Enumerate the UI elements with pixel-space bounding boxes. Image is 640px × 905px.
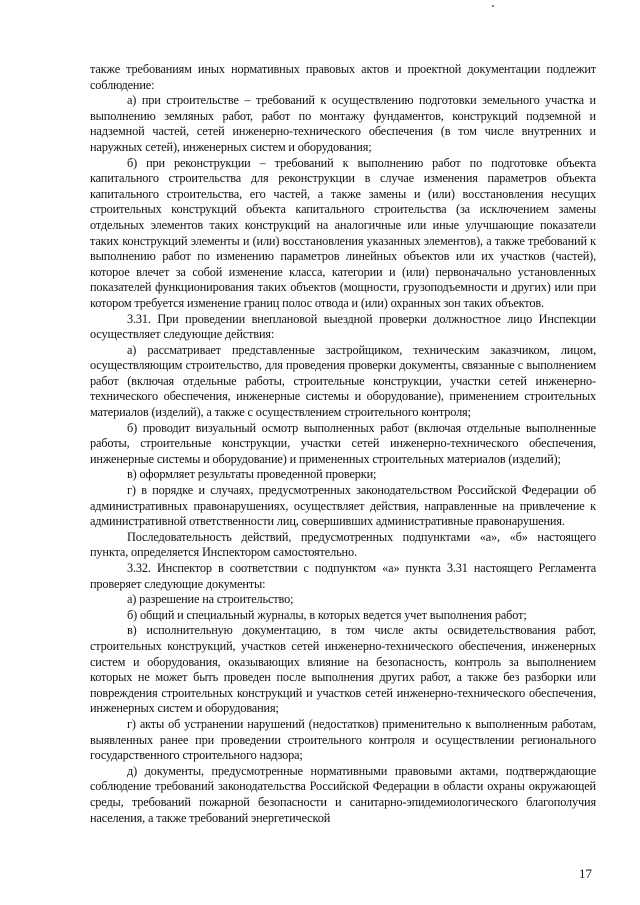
paragraph-3-31: 3.31. При проведении внеплановой выездной проверки должностное лицо Инспекции осуществляет следующие действия: (90, 311, 596, 342)
body-text (90, 62, 596, 826)
paragraph-sequence: Последовательность действий, предусмотренных подпунктами «а», «б» настоящего пункта, определяется Инспектором самостоятельно. (90, 529, 596, 560)
scan-speck (492, 5, 494, 7)
paragraph-3-32: 3.32. Инспектор в соответствии с подпунктом «а» пункта 3.31 настоящего Регламента проверяет следующие документы: (90, 561, 596, 591)
paragraph-3-31-v: в) оформляет результаты проведенной проверки; (127, 467, 377, 482)
paragraph-3-32-d: д) документы, предусмотренные нормативными правовыми актами, подтверждающие соблюдение требований законодательства Российской Федерации в области охраны окружающей среды, требований пожарной безопасности и санитарно-эпидемиологического благополучия населения, а также требований энергетической (90, 763, 596, 825)
paragraph-3-32-b: б) общий и специальный журналы, в которых ведется учет выполнения работ; (127, 607, 527, 622)
paragraph-item-a-construction: а) при строительстве – требований к осуществлению подготовки земельного участка и выполнению земляных работ, работ по монтажу фундаментов, конструкций подземной и надземной частей, сетей инженерно-технического обеспечения (в том числе внутренних и наружных сетей), инженерных систем и оборудования; (90, 93, 596, 154)
paragraph-continuation: также требованиям иных нормативных правовых актов и проектной документации подлежит соблюдение: (90, 62, 596, 92)
paragraph-3-32-v: в) исполнительную документацию, в том числе акты освидетельствования работ, строительных конструкций, участков сетей инженерно-технического обеспечения, инженерных систем и оборудования, оказывающих влияние на безопасность, контроль за выполнением которых не может быть проведен после выполнения других работ, а также без разборки или повреждения строительных конструкций и участков сетей инженерно-технического обеспечения, инженерных систем и оборудования; (90, 623, 596, 716)
paragraph-3-32-g: г) акты об устранении нарушений (недостатков) применительно к выполненным работам, выявленных ранее при проведении строительного контроля и осуществлении регионального государственного строительного надзора; (90, 716, 596, 763)
paragraph-3-31-a: а) рассматривает представленные застройщиком, техническим заказчиком, лицом, осуществляющим строительство, для проведения проверки документы, связанные с выполнением работ (включая отдельные работы, строительные конструкции, участки сетей инженерно-технического обеспечения, инженерные системы и оборудование), применением строительных материалов (изделий), а также с осуществлением строительного контроля; (90, 342, 596, 420)
paragraph-3-32-a: а) разрешение на строительство; (127, 592, 294, 607)
paragraph-item-b-reconstruction: б) при реконструкции – требований к выполнению работ по подготовке объекта капитального строительства для реконструкции в случае изменения параметров объекта капитального строительства, его частей, а также замены и (или) восстановления несущих строительных конструкций объекта капитального строительства (за исключением замены отдельных элементов таких конструкций на аналогичные или иные улучшающие показатели таких конструкций элементы и (или) восстановления указанных элементов), а также требований к выполнению работ по изменению параметров линейных объектов или их участков (частей), которое влечет за собой изменение класса, категории и (или) первоначально установленных показателей функционирования таких объектов (мощности, грузоподъемности и других) или при котором требуется изменение границ полос отвода и (или) охранных зон таких объектов. (90, 155, 596, 310)
page-number: 17 (579, 866, 592, 881)
paragraph-3-31-b: б) проводит визуальный осмотр выполненных работ (включая отдельные выполненные работы, строительные конструкции, участки сетей инженерно-технического обеспечения, инженерные системы и оборудование) и примененных строительных материалов (изделий); (90, 420, 596, 466)
paragraph-3-31-g: г) в порядке и случаях, предусмотренных законодательством Российской Федерации об административных правонарушениях, осуществляет действия, направленные на привлечение к административной ответственности лиц, совершивших административные правонарушения. (90, 483, 596, 529)
